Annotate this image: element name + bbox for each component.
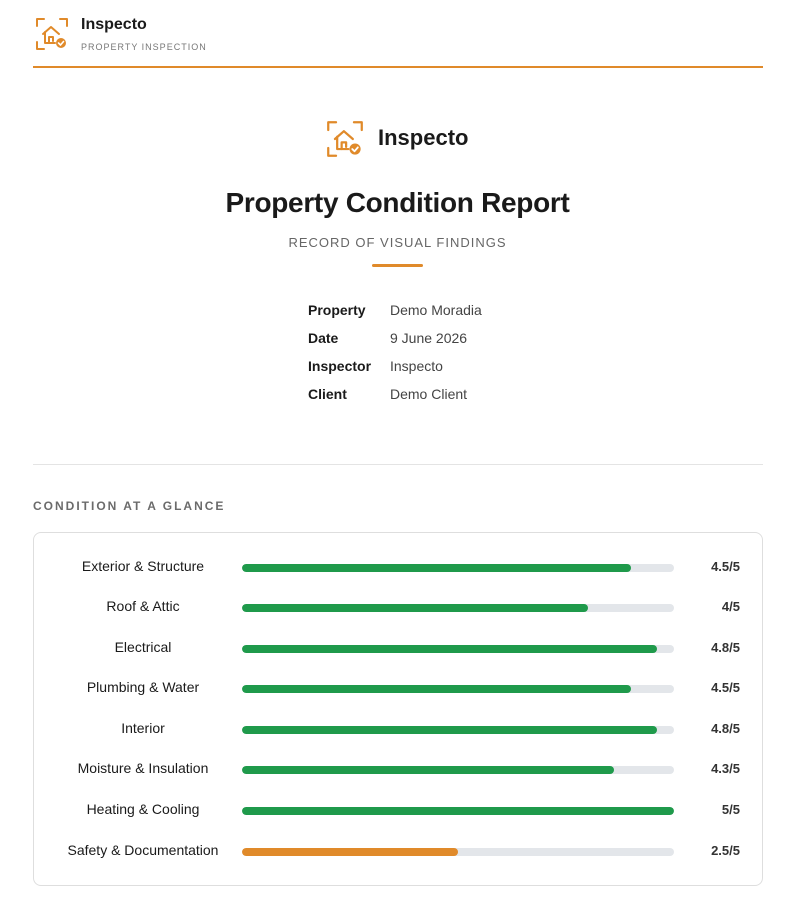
meta-key: Inspector	[308, 358, 372, 374]
rating-label: Roof & Attic	[106, 598, 180, 614]
brand-name: Inspecto	[81, 16, 147, 33]
rating-bar-fill	[242, 726, 657, 734]
rating-row	[34, 555, 762, 579]
meta-key: Date	[308, 330, 339, 346]
meta-key: Property	[308, 302, 366, 318]
section-title-condition: CONDITION AT A GLANCE	[33, 499, 226, 513]
meta-value: 9 June 2026	[390, 330, 468, 346]
meta-value: Inspecto	[390, 358, 443, 374]
rating-bar-fill	[242, 685, 631, 693]
rating-label: Plumbing & Water	[86, 679, 200, 695]
rating-label: Exterior & Structure	[81, 558, 205, 574]
rating-row	[34, 717, 762, 741]
house-check-icon	[35, 17, 69, 51]
rating-bar	[242, 848, 674, 856]
rating-score: 4.8/5	[711, 640, 740, 655]
meta-value: Demo Client	[390, 386, 468, 402]
rating-score: 2.5/5	[711, 843, 740, 858]
rating-bar	[242, 766, 674, 774]
rating-bar-fill	[242, 807, 674, 815]
rating-row	[34, 595, 762, 619]
condition-card	[33, 532, 763, 886]
rating-bar	[242, 685, 674, 693]
rating-score: 4.3/5	[711, 761, 740, 776]
rating-label: Safety & Documentation	[67, 842, 219, 858]
page-title: Property Condition Report	[225, 187, 570, 218]
rating-label: Moisture & Insulation	[77, 760, 209, 776]
rating-label: Interior	[121, 720, 165, 736]
rating-score: 5/5	[721, 802, 740, 817]
page-header	[33, 0, 763, 68]
rating-label: Heating & Cooling	[86, 801, 200, 817]
rating-score: 4.8/5	[711, 721, 740, 736]
rating-bar	[242, 564, 674, 572]
title-accent-divider	[372, 264, 423, 267]
rating-score: 4/5	[721, 599, 740, 614]
house-check-icon	[326, 120, 364, 158]
report-brand-name: Inspecto	[378, 125, 469, 150]
meta-key: Client	[308, 386, 347, 402]
rating-bar-fill	[242, 848, 458, 856]
rating-score: 4.5/5	[711, 680, 740, 695]
rating-bar	[242, 645, 674, 653]
rating-bar	[242, 726, 674, 734]
rating-bar-fill	[242, 645, 657, 653]
rating-bar-fill	[242, 766, 614, 774]
meta-value: Demo Moradia	[390, 302, 482, 318]
rating-bar-fill	[242, 604, 588, 612]
rating-label: Electrical	[114, 639, 172, 655]
rating-bar	[242, 604, 674, 612]
rating-row	[34, 798, 762, 822]
rating-row	[34, 757, 762, 781]
section-divider	[33, 464, 763, 465]
rating-bar-fill	[242, 564, 631, 572]
rating-row	[34, 676, 762, 700]
rating-row	[34, 636, 762, 660]
page-subtitle: RECORD OF VISUAL FINDINGS	[288, 235, 507, 250]
rating-score: 4.5/5	[711, 559, 740, 574]
rating-bar	[242, 807, 674, 815]
brand-subtitle: PROPERTY INSPECTION	[81, 42, 207, 52]
rating-row	[34, 839, 762, 863]
